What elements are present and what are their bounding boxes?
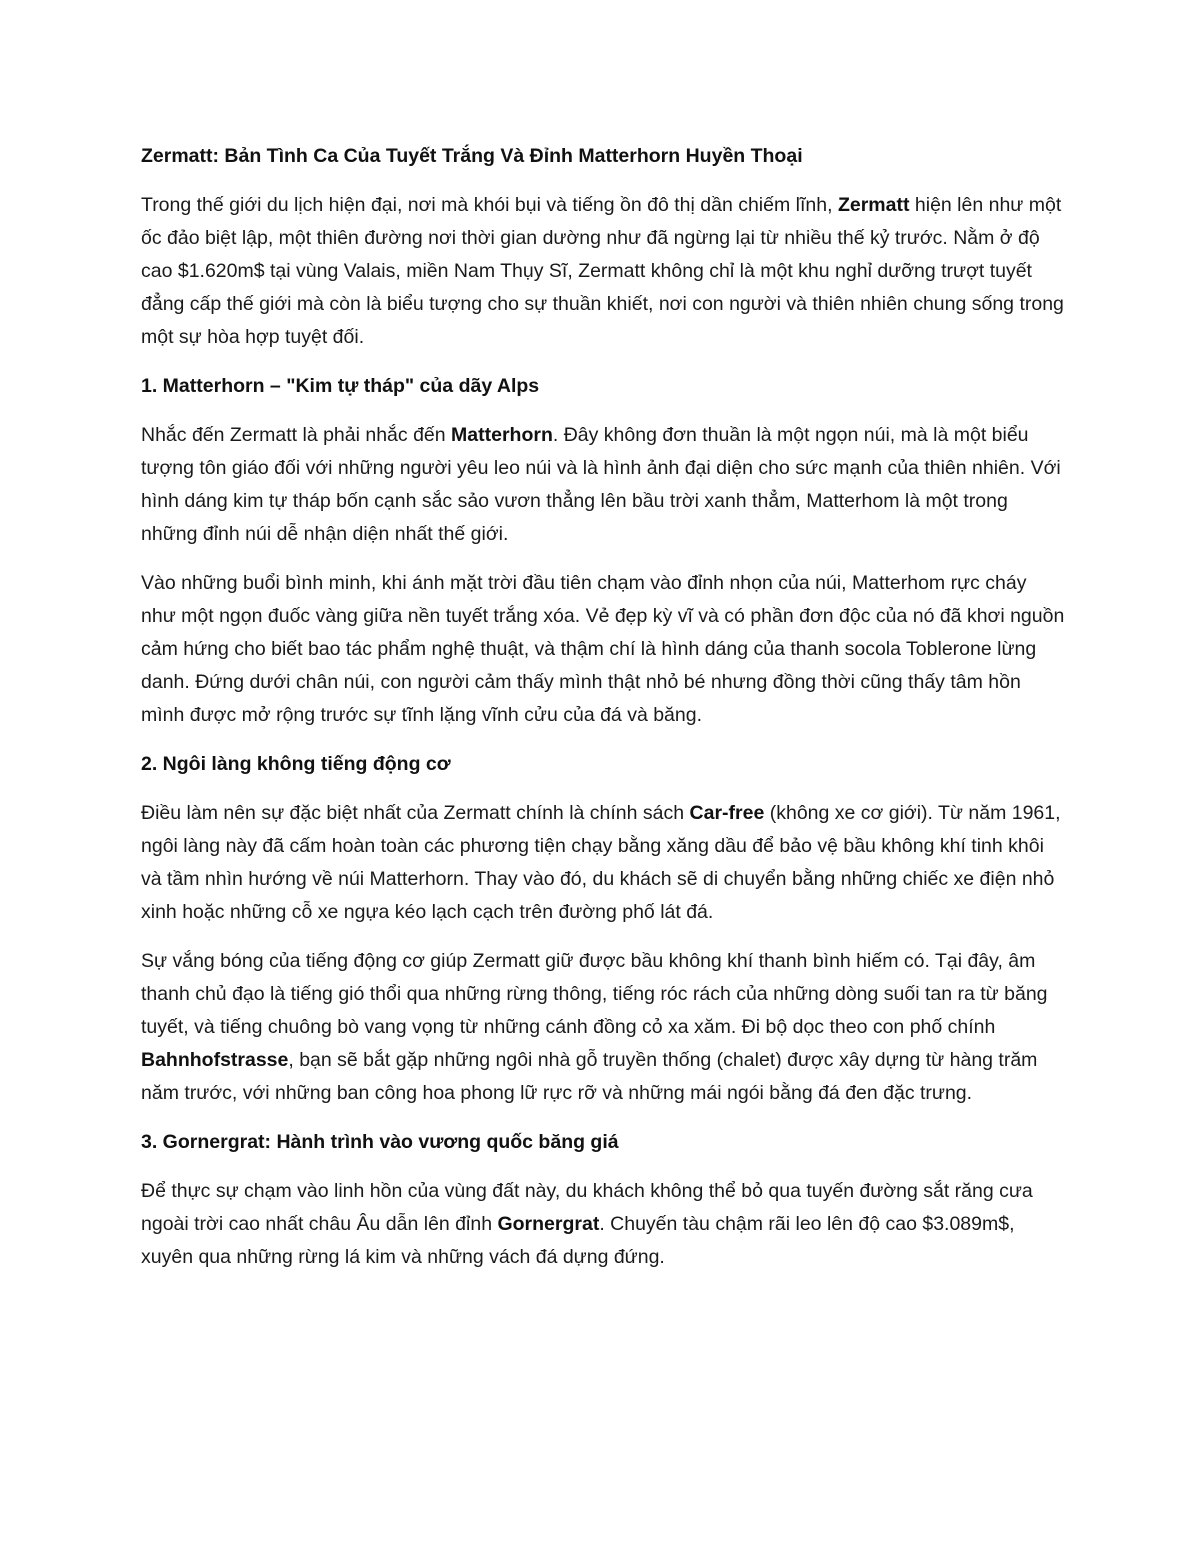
section2-bold-car-free: Car-free [689,802,765,824]
section2-bold-bahnhofstrasse: Bahnhofstrasse [141,1049,289,1071]
section2-p2-text-1: Sự vắng bóng của tiếng động cơ giúp Zermatt giữ được bầu không khí thanh bình hiếm có. Tại đây, âm thanh chủ đạo là tiếng gió thổi qua những rừng thông, tiếng róc rách của những dòng suối tan ra từ băng tuyết, và tiếng chuông bò vang vọng từ những cánh đồng cỏ xa xăm. Đi bộ dọc theo con phố chính [141,950,1048,1038]
document-title: Zermatt: Bản Tình Ca Của Tuyết Trắng Và Đỉnh Matterhorn Huyền Thoại [141,145,803,167]
section2-heading: 2. Ngôi làng không tiếng động cơ [141,753,451,775]
document-page [141,140,1066,1290]
section1-p1-text-1: Nhắc đến Zermatt là phải nhắc đến [141,424,452,446]
section3-heading: 3. Gornergrat: Hành trình vào vương quốc băng giá [141,1131,619,1153]
intro-text-2: hiện lên như một ốc đảo biệt lập, một thiên đường nơi thời gian dường như đã ngừng lại từ nhiều thế kỷ trước. Nằm ở độ cao $1.620m$ tại vùng Valais, miền Nam Thụy Sĩ, Zermatt không chỉ là một khu nghỉ dưỡng trượt tuyết đẳng cấp thế giới mà còn là biểu tượng cho sự thuần khiết, nơi con người và thiên nhiên chung sống trong một sự hòa hợp tuyệt đối. [141,194,1064,348]
section2-paragraph-2 [141,945,1066,1110]
section3-p1-text-1: Để thực sự chạm vào linh hồn của vùng đất này, du khách không thể bỏ qua tuyến đường sắt răng cưa ngoài trời cao nhất châu Âu dẫn lên đỉnh [141,1180,1033,1235]
section3-paragraph-1 [141,1175,1066,1274]
intro-paragraph [141,189,1066,354]
section2-p1-text-2: (không xe cơ giới). Từ năm 1961, ngôi làng này đã cấm hoàn toàn các phương tiện chạy bằng xăng dầu để bảo vệ bầu không khí tinh khôi và tầm nhìn hướng về núi Matterhorn. Thay vào đó, du khách sẽ di chuyển bằng những chiếc xe điện nhỏ xinh hoặc những cỗ xe ngựa kéo lạch cạch trên đường phố lát đá. [141,802,1061,923]
intro-bold-zermatt: Zermatt [837,194,910,216]
section2-p2-text-2: , bạn sẽ bắt gặp những ngôi nhà gỗ truyền thống (chalet) được xây dựng từ hàng trăm năm trước, với những ban công hoa phong lữ rực rỡ và những mái ngói bằng đá đen đặc trưng. [141,1049,1038,1104]
section1-p1-text-2: . Đây không đơn thuần là một ngọn núi, mà là một biểu tượng tôn giáo đối với những người yêu leo núi và là hình ảnh đại diện cho sức mạnh của thiên nhiên. Với hình dáng kim tự tháp bốn cạnh sắc sảo vươn thẳng lên bầu trời xanh thẳm, Matterhom là một trong những đỉnh núi dễ nhận diện nhất thế giới. [141,424,1061,545]
intro-text-1: Trong thế giới du lịch hiện đại, nơi mà khói bụi và tiếng ồn đô thị dần chiếm lĩnh, [141,194,838,216]
section2-p1-text-1: Điều làm nên sự đặc biệt nhất của Zermatt chính là chính sách [141,802,690,824]
section3-bold-gornergrat: Gornergrat [497,1213,600,1235]
section1-paragraph-2: Vào những buổi bình minh, khi ánh mặt trời đầu tiên chạm vào đỉnh nhọn của núi, Matterhom rực cháy như một ngọn đuốc vàng giữa nền tuyết trắng xóa. Vẻ đẹp kỳ vĩ và có phần đơn độc của nó đã khơi nguồn cảm hứng cho biết bao tác phẩm nghệ thuật, và thậm chí là hình dáng của thanh socola Toblerone lừng danh. Đứng dưới chân núi, con người cảm thấy mình thật nhỏ bé nhưng đồng thời cũng thấy tâm hồn mình được mở rộng trước sự tĩnh lặng vĩnh cửu của đá và băng. [141,572,1065,726]
section1-heading: 1. Matterhorn – "Kim tự tháp" của dãy Alps [141,375,540,397]
section2-paragraph-1 [141,797,1066,929]
section1-paragraph-1 [141,419,1066,551]
section1-bold-matterhorn: Matterhorn [451,424,553,446]
section3-p1-text-2: . Chuyến tàu chậm rãi leo lên độ cao $3.089m$, xuyên qua những rừng lá kim và những vách đá dựng đứng. [141,1213,1015,1268]
